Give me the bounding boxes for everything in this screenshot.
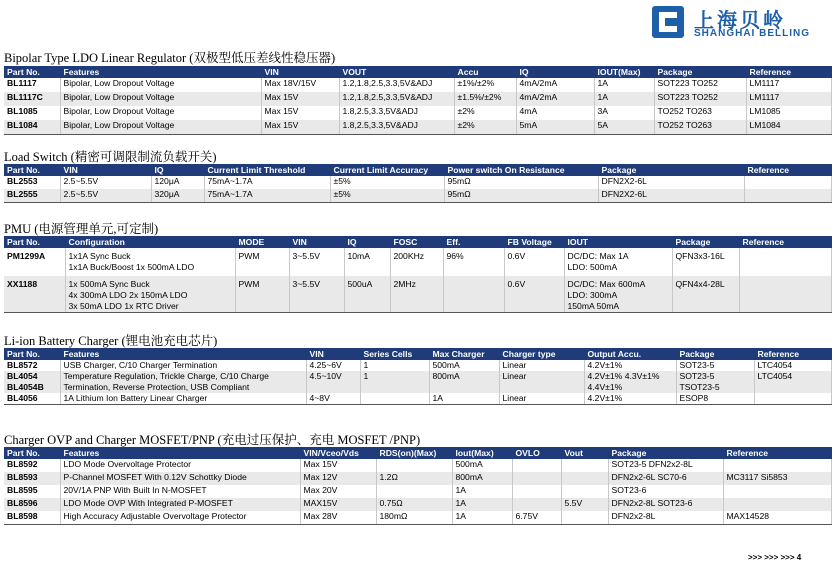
column-header: Package bbox=[598, 164, 744, 176]
column-header: Current Limit Accuracy bbox=[330, 164, 444, 176]
table-cell bbox=[376, 459, 452, 472]
table-cell: High Accuracy Adjustable Overvoltage Protector bbox=[60, 511, 300, 524]
table-row bbox=[4, 511, 831, 524]
table-cell: 120μA bbox=[151, 176, 204, 189]
table-cell: P-Channel MOSFET With 0.12V Schottky Diode bbox=[60, 472, 300, 485]
part-number: BL1085 bbox=[4, 106, 60, 120]
features-line: USB Charger, C/10 Charger Termination bbox=[63, 360, 218, 370]
table-cell: 3A bbox=[594, 106, 654, 120]
output-accuracy bbox=[584, 360, 676, 371]
table-cell: 3~5.5V bbox=[289, 248, 344, 276]
column-header: Features bbox=[60, 447, 300, 459]
output-accuracy bbox=[584, 393, 676, 405]
table-cell bbox=[744, 189, 831, 202]
ldo-table bbox=[4, 66, 832, 135]
iout-line: LDO: 500mA bbox=[567, 262, 618, 272]
table-cell bbox=[754, 393, 831, 405]
column-header: Vout bbox=[561, 447, 608, 459]
table-cell: DFN2x2-8L SOT23-6 bbox=[608, 498, 723, 511]
part-number-line: BL8572 bbox=[7, 360, 38, 370]
iout bbox=[564, 276, 672, 313]
part-number: BL1084 bbox=[4, 120, 60, 134]
table-cell: 95mΩ bbox=[444, 189, 598, 202]
table-cell bbox=[376, 485, 452, 498]
table-cell: Bipolar, Low Dropout Voltage bbox=[60, 92, 261, 106]
table-cell: 4mA/2mA bbox=[516, 78, 594, 92]
column-header: Series Cells bbox=[360, 348, 429, 360]
configuration bbox=[65, 248, 235, 276]
table-cell: 2.5~5.5V bbox=[60, 176, 151, 189]
table-cell: Max 20V bbox=[300, 485, 376, 498]
configuration bbox=[65, 276, 235, 313]
table-cell: 1 bbox=[360, 360, 429, 371]
load-switch-table bbox=[4, 164, 832, 203]
column-header: Features bbox=[60, 348, 306, 360]
table-cell: Max 12V bbox=[300, 472, 376, 485]
table-cell bbox=[512, 459, 561, 472]
table-cell: DFN2x2-6L SC70-6 bbox=[608, 472, 723, 485]
table-cell: 1.8,2.5,3.3,5V&ADJ bbox=[339, 106, 454, 120]
column-header: Part No. bbox=[4, 66, 60, 78]
part-number: BL1117C bbox=[4, 92, 60, 106]
ovp-table bbox=[4, 447, 832, 525]
table-cell: DFN2x2-8L bbox=[608, 511, 723, 524]
table-cell: 2.5~5.5V bbox=[60, 189, 151, 202]
column-header: Package bbox=[672, 236, 739, 248]
column-header: Reference bbox=[744, 164, 831, 176]
table-cell bbox=[360, 393, 429, 405]
table-cell: TO252 TO263 bbox=[654, 106, 746, 120]
column-header: Reference bbox=[754, 348, 831, 360]
table-cell: 2MHz bbox=[390, 276, 443, 313]
column-header: Accu bbox=[454, 66, 516, 78]
column-header: Charger type bbox=[499, 348, 584, 360]
iout-line: LDO: 300mA bbox=[567, 290, 618, 300]
column-header: Current Limit Threshold bbox=[204, 164, 330, 176]
column-header: Eff. bbox=[443, 236, 504, 248]
table-row bbox=[4, 360, 831, 371]
table-cell: 75mA~1.7A bbox=[204, 176, 330, 189]
pmu-table bbox=[4, 236, 832, 313]
package bbox=[676, 393, 754, 405]
brand-name-cn: 上海贝岭 bbox=[694, 10, 786, 32]
table-cell: 5A bbox=[594, 120, 654, 134]
table-cell: 75mA~1.7A bbox=[204, 189, 330, 202]
table-row bbox=[4, 371, 831, 393]
table-cell: MC3117 Si5853 bbox=[723, 472, 831, 485]
shanghai-belling-logo-icon bbox=[650, 4, 686, 40]
table-cell: 1A bbox=[452, 485, 512, 498]
configuration-line: 1x1A Buck/Boost 1x 500mA LDO bbox=[68, 262, 195, 272]
table-cell: LDO Mode OVP With Integrated P-MOSFET bbox=[60, 498, 300, 511]
part-number: BL8596 bbox=[4, 498, 60, 511]
configuration-line: 4x 300mA LDO 2x 150mA LDO bbox=[68, 290, 188, 300]
table-cell: 180mΩ bbox=[376, 511, 452, 524]
package bbox=[676, 371, 754, 393]
table-cell: 3~5.5V bbox=[289, 276, 344, 313]
table-cell: 95mΩ bbox=[444, 176, 598, 189]
table-cell: 5.5V bbox=[561, 498, 608, 511]
column-header: Iout(Max) bbox=[452, 447, 512, 459]
table-cell: PWM bbox=[235, 248, 289, 276]
column-header: Part No. bbox=[4, 447, 60, 459]
table-cell: 500mA bbox=[452, 459, 512, 472]
part-number-line: BL4054B bbox=[7, 382, 44, 392]
section-title: Bipolar Type LDO Linear Regulator (双极型低压差线性稳压器) bbox=[4, 51, 336, 65]
column-header: Configuration bbox=[65, 236, 235, 248]
table-row bbox=[4, 120, 831, 134]
column-header: VIN bbox=[289, 236, 344, 248]
table-cell: Max 15V bbox=[261, 120, 339, 134]
table-row bbox=[4, 176, 831, 189]
part-number bbox=[4, 360, 60, 371]
part-number: BL1117 bbox=[4, 78, 60, 92]
table-cell: 1 bbox=[360, 371, 429, 393]
features bbox=[60, 360, 306, 371]
table-row bbox=[4, 498, 831, 511]
output-accuracy-line: 4.2V±1% 4.3V±1% bbox=[587, 371, 660, 381]
features bbox=[60, 371, 306, 393]
column-header: Part No. bbox=[4, 236, 65, 248]
section-title: Li-ion Battery Charger (锂电池充电芯片) bbox=[4, 334, 218, 348]
package bbox=[676, 360, 754, 371]
table-cell: 1A bbox=[429, 393, 499, 405]
table-cell: ±2% bbox=[454, 120, 516, 134]
table-cell: 0.75Ω bbox=[376, 498, 452, 511]
section-title: PMU (电源管理单元,可定制) bbox=[4, 222, 159, 236]
table-row bbox=[4, 189, 831, 202]
part-number: BL2555 bbox=[4, 189, 60, 202]
table-cell: Bipolar, Low Dropout Voltage bbox=[60, 120, 261, 134]
table-cell: 0.6V bbox=[504, 276, 564, 313]
table-row bbox=[4, 472, 831, 485]
part-number-line: BL4054 bbox=[7, 371, 38, 381]
part-number: BL2553 bbox=[4, 176, 60, 189]
table-cell: SOT223 TO252 bbox=[654, 78, 746, 92]
table-cell: Bipolar, Low Dropout Voltage bbox=[60, 106, 261, 120]
charger-table bbox=[4, 348, 832, 405]
configuration-line: 3x 50mA LDO 1x RTC Driver bbox=[68, 301, 179, 311]
package-line: ESOP8 bbox=[679, 393, 709, 403]
table-cell: QFN3x3-16L bbox=[672, 248, 739, 276]
section-title: Charger OVP and Charger MOSFET/PNP (充电过压保护、充电 MOSFET /PNP) bbox=[4, 433, 421, 447]
part-number bbox=[4, 371, 60, 393]
brand-logo bbox=[650, 4, 830, 40]
table-cell: 1A bbox=[594, 92, 654, 106]
table-cell: 0.6V bbox=[504, 248, 564, 276]
column-header: Reference bbox=[746, 66, 831, 78]
features bbox=[60, 393, 306, 405]
column-header: FB Voltage bbox=[504, 236, 564, 248]
table-cell: 4.25~6V bbox=[306, 360, 360, 371]
table-cell: SOT23-5 DFN2x2-8L bbox=[608, 459, 723, 472]
package-line: TSOT23-5 bbox=[679, 382, 720, 392]
table-cell: 4~8V bbox=[306, 393, 360, 405]
table-row bbox=[4, 78, 831, 92]
table-cell: LDO Mode Overvoltage Protector bbox=[60, 459, 300, 472]
package-line: SOT23-5 bbox=[679, 371, 715, 381]
column-header: Part No. bbox=[4, 348, 60, 360]
table-row bbox=[4, 276, 831, 313]
column-header: Power switch On Resistance bbox=[444, 164, 598, 176]
table-cell: PWM bbox=[235, 276, 289, 313]
column-header: IQ bbox=[344, 236, 390, 248]
output-accuracy-line: 4.4V±1% bbox=[587, 382, 623, 392]
table-cell: SOT23-6 bbox=[608, 485, 723, 498]
features-line: Termination, Reverse Protection, USB Compliant bbox=[63, 382, 250, 392]
table-cell: 1A bbox=[452, 498, 512, 511]
table-cell: 800mA bbox=[429, 371, 499, 393]
table-cell bbox=[739, 276, 831, 313]
column-header: VIN bbox=[261, 66, 339, 78]
table-cell: Max 15V bbox=[300, 459, 376, 472]
table-cell: Max 15V bbox=[261, 106, 339, 120]
table-cell: 500uA bbox=[344, 276, 390, 313]
configuration-line: 1x1A Sync Buck bbox=[68, 251, 131, 261]
part-number bbox=[4, 393, 60, 405]
table-cell bbox=[744, 176, 831, 189]
table-cell: 96% bbox=[443, 248, 504, 276]
table-row bbox=[4, 485, 831, 498]
part-number-line: BL4056 bbox=[7, 393, 38, 403]
output-accuracy bbox=[584, 371, 676, 393]
table-row bbox=[4, 106, 831, 120]
iout-line: 150mA 50mA bbox=[567, 301, 620, 311]
table-cell: TO252 TO263 bbox=[654, 120, 746, 134]
table-cell bbox=[512, 485, 561, 498]
table-cell bbox=[443, 276, 504, 313]
table-cell: 20V/1A PNP With Built In N-MOSFET bbox=[60, 485, 300, 498]
table-cell: Max 28V bbox=[300, 511, 376, 524]
table-cell: 1A bbox=[594, 78, 654, 92]
column-header: Package bbox=[654, 66, 746, 78]
features-line: Temperature Regulation, Trickle Charge, C/10 Charge bbox=[63, 371, 269, 381]
table-cell: 6.75V bbox=[512, 511, 561, 524]
part-number: PM1299A bbox=[4, 248, 65, 276]
table-cell: DFN2X2-6L bbox=[598, 176, 744, 189]
table-cell: ±1.5%/±2% bbox=[454, 92, 516, 106]
table-cell: Linear bbox=[499, 393, 584, 405]
table-cell: 1.8,2.5,3.3,5V&ADJ bbox=[339, 120, 454, 134]
table-cell: 500mA bbox=[429, 360, 499, 371]
table-cell: LTC4054 bbox=[754, 360, 831, 371]
table-cell: ±5% bbox=[330, 189, 444, 202]
part-number: BL8593 bbox=[4, 472, 60, 485]
column-header: Reference bbox=[739, 236, 831, 248]
table-cell bbox=[739, 248, 831, 276]
table-cell bbox=[512, 472, 561, 485]
table-cell bbox=[561, 459, 608, 472]
part-number: BL8592 bbox=[4, 459, 60, 472]
column-header: VOUT bbox=[339, 66, 454, 78]
table-cell: 4.5~10V bbox=[306, 371, 360, 393]
column-header: Part No. bbox=[4, 164, 60, 176]
column-header: IQ bbox=[151, 164, 204, 176]
table-cell: 4mA bbox=[516, 106, 594, 120]
column-header: Max Charger bbox=[429, 348, 499, 360]
table-cell: LTC4054 bbox=[754, 371, 831, 393]
table-cell: Linear bbox=[499, 360, 584, 371]
table-cell: ±5% bbox=[330, 176, 444, 189]
table-cell: SOT223 TO252 bbox=[654, 92, 746, 106]
table-cell: MAX14528 bbox=[723, 511, 831, 524]
output-accuracy-line: 4.2V±1% bbox=[587, 393, 623, 403]
table-cell: Max 18V/15V bbox=[261, 78, 339, 92]
column-header: Output Accu. bbox=[584, 348, 676, 360]
table-cell bbox=[561, 485, 608, 498]
table-cell bbox=[512, 498, 561, 511]
table-cell: 800mA bbox=[452, 472, 512, 485]
output-accuracy-line: 4.2V±1% bbox=[587, 360, 623, 370]
column-header: VIN bbox=[306, 348, 360, 360]
column-header: VIN bbox=[60, 164, 151, 176]
table-cell: LM1117 bbox=[746, 92, 831, 106]
table-cell: LM1085 bbox=[746, 106, 831, 120]
column-header: Reference bbox=[723, 447, 831, 459]
table-cell bbox=[561, 511, 608, 524]
table-cell: DFN2X2-6L bbox=[598, 189, 744, 202]
table-cell: QFN4x4-28L bbox=[672, 276, 739, 313]
table-cell: 1.2,1.8,2.5,3.3,5V&ADJ bbox=[339, 92, 454, 106]
page-number: >>> >>> >>> 4 bbox=[748, 553, 802, 562]
configuration-line: 1x 500mA Sync Buck bbox=[68, 279, 150, 289]
part-number: BL8598 bbox=[4, 511, 60, 524]
column-header: IQ bbox=[516, 66, 594, 78]
column-header: FOSC bbox=[390, 236, 443, 248]
iout-line: DC/DC: Max 1A bbox=[567, 251, 629, 261]
part-number: XX1188 bbox=[4, 276, 65, 313]
table-cell: Bipolar, Low Dropout Voltage bbox=[60, 78, 261, 92]
table-row bbox=[4, 248, 831, 276]
table-row bbox=[4, 459, 831, 472]
table-cell: ±1%/±2% bbox=[454, 78, 516, 92]
column-header: Features bbox=[60, 66, 261, 78]
table-cell: LM1117 bbox=[746, 78, 831, 92]
column-header: RDS(on)(Max) bbox=[376, 447, 452, 459]
table-cell: 1.2Ω bbox=[376, 472, 452, 485]
table-cell: Linear bbox=[499, 371, 584, 393]
table-cell: 200KHz bbox=[390, 248, 443, 276]
features-line: 1A Lithium Ion Battery Linear Charger bbox=[63, 393, 208, 403]
table-cell: ±2% bbox=[454, 106, 516, 120]
table-cell: 5mA bbox=[516, 120, 594, 134]
column-header: VIN/Vceo/Vds bbox=[300, 447, 376, 459]
table-cell: 10mA bbox=[344, 248, 390, 276]
table-cell bbox=[561, 472, 608, 485]
column-header: Package bbox=[676, 348, 754, 360]
table-row bbox=[4, 393, 831, 405]
column-header: Package bbox=[608, 447, 723, 459]
package-line: SOT23-5 bbox=[679, 360, 715, 370]
table-cell: 4mA/2mA bbox=[516, 92, 594, 106]
column-header: MODE bbox=[235, 236, 289, 248]
column-header: IOUT(Max) bbox=[594, 66, 654, 78]
iout bbox=[564, 248, 672, 276]
table-cell: 1A bbox=[452, 511, 512, 524]
table-cell: 1.2,1.8,2.5,3.3,5V&ADJ bbox=[339, 78, 454, 92]
part-number: BL8595 bbox=[4, 485, 60, 498]
table-cell: 320μA bbox=[151, 189, 204, 202]
table-cell: Max 15V bbox=[261, 92, 339, 106]
brand-name-en: SHANGHAI BELLING bbox=[694, 28, 810, 39]
table-cell: LM1084 bbox=[746, 120, 831, 134]
column-header: IOUT bbox=[564, 236, 672, 248]
section-title: Load Switch (精密可调限制流负载开关) bbox=[4, 150, 217, 164]
table-cell: MAX15V bbox=[300, 498, 376, 511]
column-header: OVLO bbox=[512, 447, 561, 459]
iout-line: DC/DC: Max 600mA bbox=[567, 279, 646, 289]
table-cell bbox=[723, 459, 831, 472]
table-cell bbox=[723, 498, 831, 511]
table-row bbox=[4, 92, 831, 106]
table-cell bbox=[723, 485, 831, 498]
